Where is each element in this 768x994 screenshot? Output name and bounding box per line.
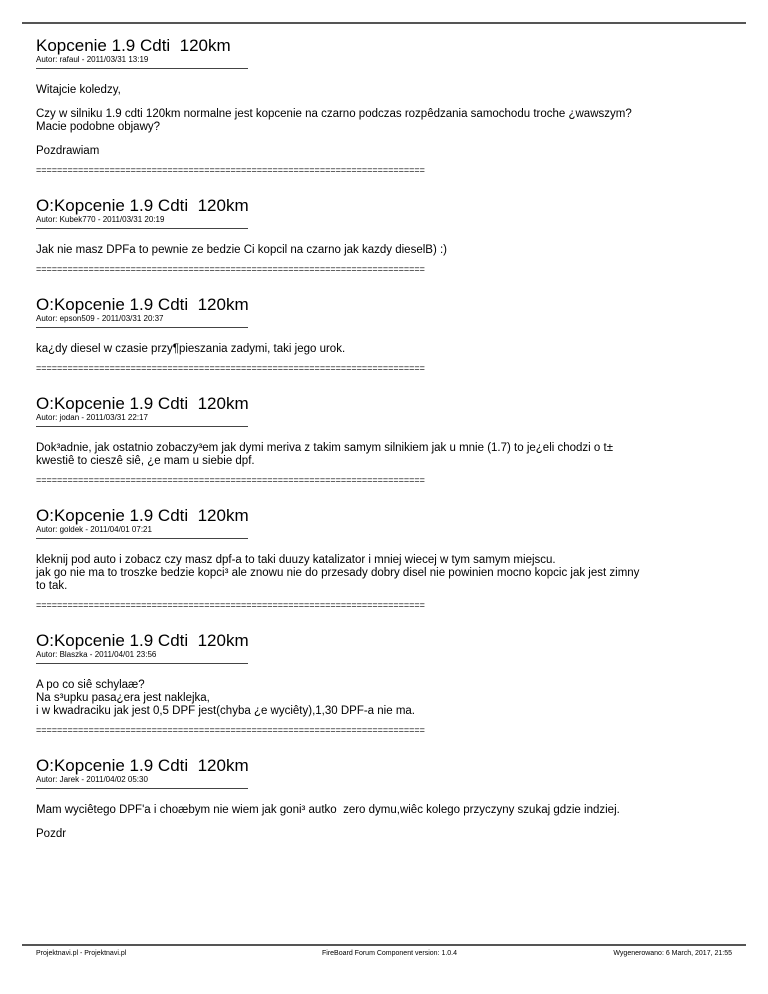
post-paragraph: Dok³adnie, jak ostatnio zobaczy³em jak dymi meriva z takim samym silnikiem jak u mnie (1.7) to je¿eli chodzi o t± kwestiê to cieszê siê, ¿e mam u siebie dpf. xyxy=(36,442,614,467)
post-title: O:Kopcenie 1.9 Cdti 120km xyxy=(36,506,249,525)
post-body xyxy=(36,804,736,841)
post-paragraph: Jak nie masz DPFa to pewnie ze bedzie Ci kopcil na czarno jak kazdy dieselB) :) xyxy=(36,244,447,256)
forum-post xyxy=(36,196,736,274)
post-author-date: Autor: rafaul - 2011/03/31 13:19 xyxy=(36,55,149,64)
post-author-date: Autor: Jarek - 2011/04/02 05:30 xyxy=(36,775,148,784)
post-paragraph: Pozdr xyxy=(36,828,67,840)
post-separator: ========================================================================== xyxy=(36,264,425,274)
post-paragraph: Mam wyciêtego DPF'a i choæbym nie wiem jak goni³ autko zero dymu,wiêc kolego przyczyny szukaj gdzie indziej. xyxy=(36,804,620,816)
post-title: O:Kopcenie 1.9 Cdti 120km xyxy=(36,394,249,413)
footer-generated-date: Wygenerowano: 6 March, 2017, 21:55 xyxy=(613,950,732,957)
page-footer xyxy=(22,944,746,958)
post-title: O:Kopcenie 1.9 Cdti 120km xyxy=(36,196,249,215)
post-author-date: Autor: Blaszka - 2011/04/01 23:56 xyxy=(36,650,157,659)
post-header-rule xyxy=(36,426,248,427)
forum-thread xyxy=(36,36,736,841)
post-paragraph: Pozdrawiam xyxy=(36,145,100,157)
post-author-date: Autor: epson509 - 2011/03/31 20:37 xyxy=(36,314,164,323)
post-title: O:Kopcenie 1.9 Cdti 120km xyxy=(36,631,249,650)
post-header-rule xyxy=(36,68,248,69)
header-rule xyxy=(22,22,746,24)
post-paragraph: Czy w silniku 1.9 cdti 120km normalne jest kopcenie na czarno podczas rozpêdzania samochodu troche ¿wawszym? Macie podobne objawy? xyxy=(36,108,632,133)
post-title: O:Kopcenie 1.9 Cdti 120km xyxy=(36,295,249,314)
post-body xyxy=(36,679,736,718)
post-separator: ========================================================================== xyxy=(36,165,425,175)
post-header-rule xyxy=(36,663,248,664)
forum-post xyxy=(36,36,736,175)
post-body xyxy=(36,343,736,356)
post-header-rule xyxy=(36,788,248,789)
post-header-rule xyxy=(36,228,248,229)
post-body xyxy=(36,84,736,158)
post-header-rule xyxy=(36,538,248,539)
forum-post xyxy=(36,295,736,373)
post-body xyxy=(36,554,736,593)
forum-post xyxy=(36,631,736,735)
post-paragraph: A po co siê schylaæ? Na s³upku pasa¿era jest naklejka, i w kwadraciku jak jest 0,5 DPF jest(chyba ¿e wyciêty),1,30 DPF-a nie ma. xyxy=(36,679,415,717)
post-author-date: Autor: goldek - 2011/04/01 07:21 xyxy=(36,525,152,534)
post-body xyxy=(36,442,736,468)
post-separator: ========================================================================== xyxy=(36,725,425,735)
post-author-date: Autor: jodan - 2011/03/31 22:17 xyxy=(36,413,148,422)
post-title: Kopcenie 1.9 Cdti 120km xyxy=(36,36,231,55)
post-separator: ========================================================================== xyxy=(36,475,425,485)
forum-post xyxy=(36,506,736,610)
post-paragraph: ka¿dy diesel w czasie przy¶pieszania zadymi, taki jego urok. xyxy=(36,343,346,355)
post-paragraph: kleknij pod auto i zobacz czy masz dpf-a to taki duuzy katalizator i mniej wiecej w tym samym miejscu. jak go nie ma to troszke bedzie kopci³ ale znowu nie do przesady dobry disel nie powinien mocno kopcic jak jest zimny to tak. xyxy=(36,554,640,592)
post-header-rule xyxy=(36,327,248,328)
footer-component-version: FireBoard Forum Component version: 1.0.4 xyxy=(322,950,458,957)
post-paragraph: Witajcie koledzy, xyxy=(36,84,121,96)
post-body xyxy=(36,244,736,257)
forum-post xyxy=(36,756,736,841)
forum-post xyxy=(36,394,736,485)
post-separator: ========================================================================== xyxy=(36,363,425,373)
footer-site-name: Projektnavi.pl - Projektnavi.pl xyxy=(36,950,127,957)
post-title: O:Kopcenie 1.9 Cdti 120km xyxy=(36,756,249,775)
post-author-date: Autor: Kubek770 - 2011/03/31 20:19 xyxy=(36,215,165,224)
post-separator: ========================================================================== xyxy=(36,600,425,610)
